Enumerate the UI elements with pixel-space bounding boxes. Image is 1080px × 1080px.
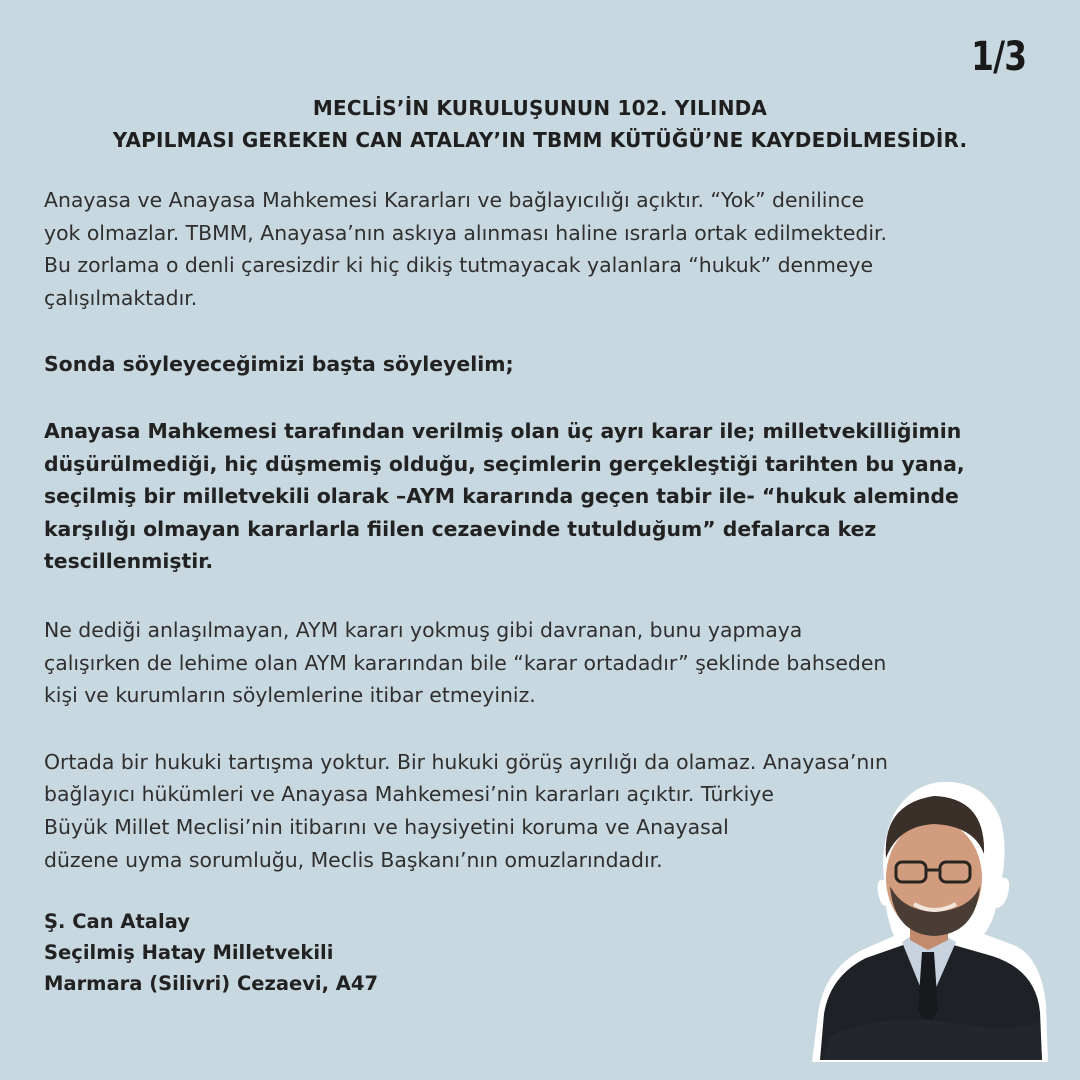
page-title: [0, 92, 1080, 156]
signature-role: Seçilmiş Hatay Milletvekili: [44, 941, 334, 965]
signature-location: Marmara (Silivri) Cezaevi, A47: [44, 972, 379, 996]
paragraph-intro: Anayasa ve Anayasa Mahkemesi Kararları ve bağlayıcılığı açıktır. “Yok” denilince yok olmazlar. TBMM, Anayasa’nın askıya alınması haline ısrarla ortak edilmektedir. Bu zorlama o denli çaresizdir ki hiç dikiş tutmayacak yalanlara “hukuk” denmeye çalışılmaktadır.: [44, 188, 888, 310]
paragraph-warning: Ne dediği anlaşılmayan, AYM kararı yokmuş gibi davranan, bunu yapmaya çalışırken de lehime olan AYM kararından bile “karar ortadadır” şeklinde bahseden kişi ve kurumların söylemlerine itibar etmeyiniz.: [44, 617, 887, 708]
title-line-2: YAPILMASI GEREKEN CAN ATALAY’IN TBMM KÜTÜĞÜ’NE KAYDEDİLMESİDİR.: [112, 128, 968, 152]
signature-name: Ş. Can Atalay: [44, 910, 190, 934]
portrait-photo: [810, 774, 1048, 1064]
paragraph-conclusion: Ortada bir hukuki tartışma yoktur. Bir hukuki görüş ayrılığı da olamaz. Anayasa’nın bağlayıcı hükümleri ve Anayasa Mahkemesi’nin kararları açıktır. Türkiye Büyük Millet Meclisi’nin itibarını ve haysiyetini koruma ve Anayasal düzene uyma sorumluğu, Meclis Başkanı’nın omuzlarındadır.: [44, 749, 888, 872]
page-number: 1/3: [970, 34, 1026, 80]
paragraph-lead: Sonda söyleyeceğimizi başta söyleyelim;: [44, 352, 514, 377]
paragraph-ruling: Anayasa Mahkemesi tarafından verilmiş olan üç ayrı karar ile; milletvekilliğimin düşürülmediği, hiç düşmemiş olduğu, seçimlerin gerçekleştiği tarihten bu yana, seçilmiş bir milletvekili olarak –AYM kararında geçen tabir ile- “hukuk aleminde karşılığı olmayan kararlarla fiilen cezaevinde tutulduğum” defalarca kez tescillenmiştir.: [44, 418, 965, 574]
title-line-1: MECLİS’İN KURULUŞUNUN 102. YILINDA: [312, 96, 768, 120]
